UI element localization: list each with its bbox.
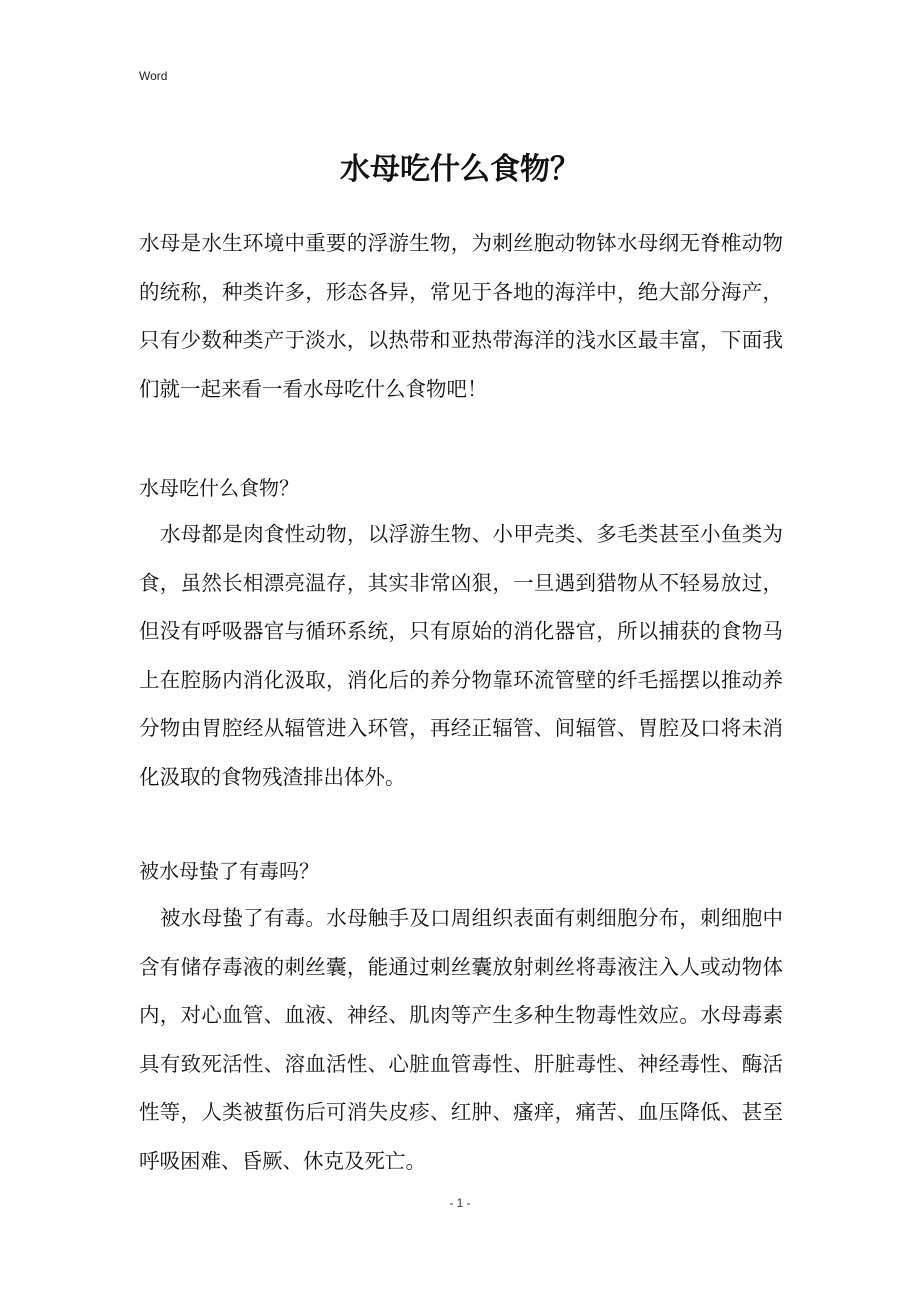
document-header-label: Word bbox=[139, 69, 168, 83]
section-heading-diet: 水母吃什么食物？ bbox=[139, 476, 299, 500]
section-body-diet: 水母都是肉食性动物，以浮游生物、小甲壳类、多毛类甚至小鱼类为食，虽然长相漂亮温存，其实非常凶狠，一旦遇到猎物从不轻易放过，但没有呼吸器官与循环系统，只有原始的消化器官，所以捕获的食物马上在腔肠内消化汲取，消化后的养分物靠环流管壁的纤毛摇摆以推动养分物由胃腔经从辐管进入环管，再经正辐管、间辐管、胃腔及口将未消化汲取的食物残渣排出体外。 bbox=[139, 522, 783, 789]
section-heading-sting: 被水母蛰了有毒吗？ bbox=[139, 859, 319, 883]
document-title: 水母吃什么食物？ bbox=[340, 152, 580, 187]
page-number: - 1 - bbox=[449, 1196, 471, 1210]
section-body-sting: 被水母蛰了有毒。水母触手及口周组织表面有刺细胞分布，刺细胞中含有储存毒液的刺丝囊，能通过刺丝囊放射刺丝将毒液注入人或动物体内，对心血管、血液、神经、肌肉等产生多种生物毒性效应。水母毒素具有致死活性、溶血活性、心脏血管毒性、肝脏毒性、神经毒性、酶活性等，人类被蜇伤后可消失皮疹、红肿、瘙痒，痛苦、血压降低、甚至呼吸困难、昏厥、休克及死亡。 bbox=[139, 906, 783, 1173]
intro-paragraph: 水母是水生环境中重要的浮游生物，为刺丝胞动物钵水母纲无脊椎动物的统称，种类许多，形态各异，常见于各地的海洋中，绝大部分海产，只有少数种类产于淡水，以热带和亚热带海洋的浅水区最丰富，下面我们就一起来看一看水母吃什么食物吧！ bbox=[139, 231, 783, 401]
